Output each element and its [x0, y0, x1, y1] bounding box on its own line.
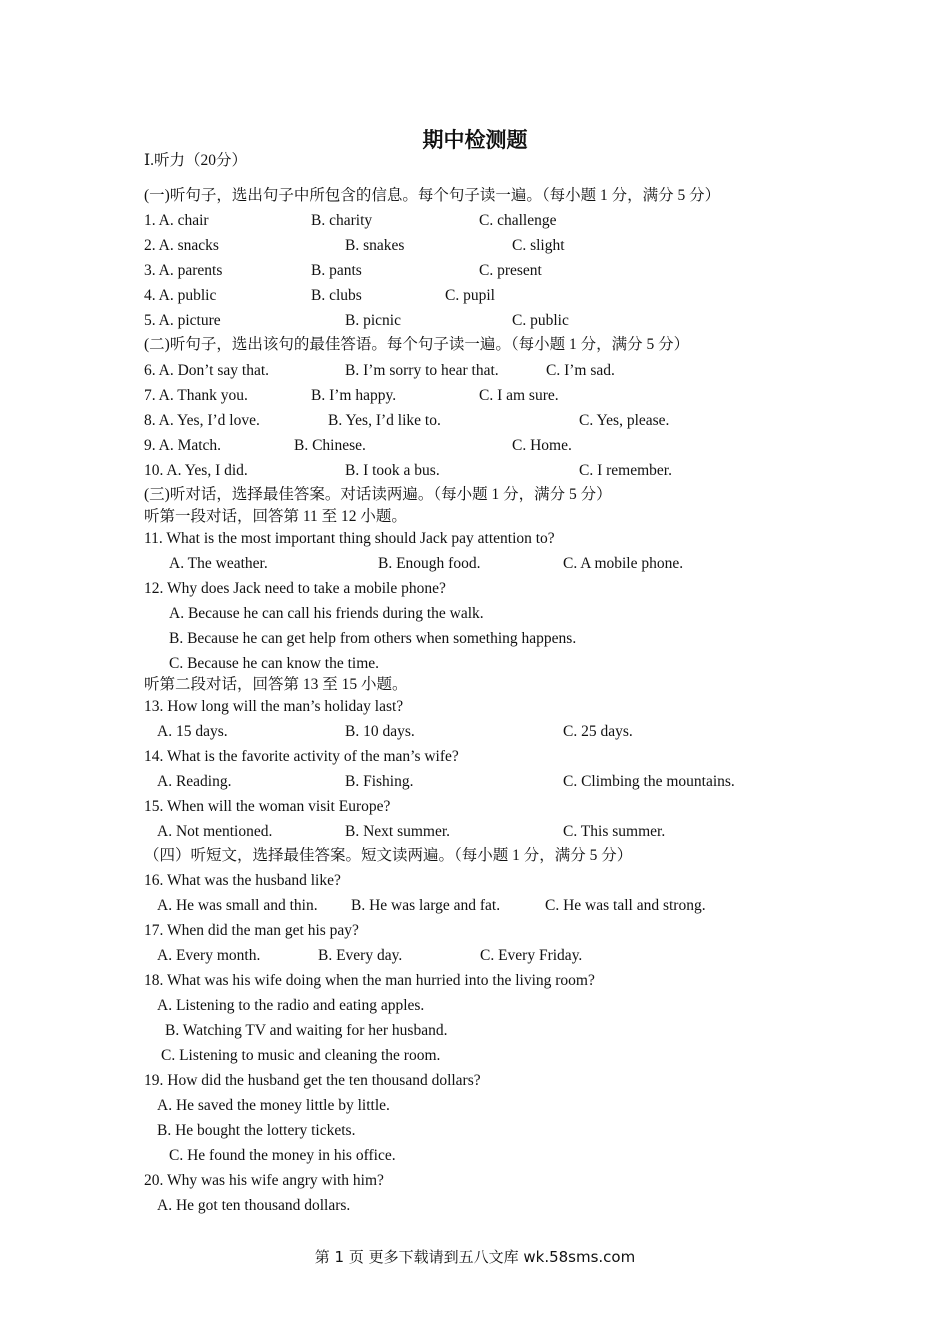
option-b: B. Because he can get help from others when something happens.	[169, 630, 577, 647]
option-c: C. He found the money in his office.	[169, 1147, 396, 1164]
dialog-intro: 听第一段对话，回答第 11 至 12 小题。	[144, 508, 407, 525]
option-b: B. He bought the lottery tickets.	[157, 1122, 356, 1139]
option-b: B. I’m sorry to hear that.	[345, 362, 499, 379]
option-c: C. public	[512, 312, 569, 329]
option-c: C. slight	[512, 237, 565, 254]
option-a: A. He got ten thousand dollars.	[157, 1197, 351, 1214]
option-c: C. Yes, please.	[579, 412, 670, 429]
page-title: 期中检测题	[422, 128, 528, 152]
option-b: B. Every day.	[318, 947, 403, 964]
option-b: B. Fishing.	[345, 773, 414, 790]
option-b: B. 10 days.	[345, 723, 415, 740]
option-a: A. Because he can call his friends during the walk.	[169, 605, 484, 622]
page-footer: 第 1 页 更多下载请到五八文库 wk.58sms.com	[314, 1248, 636, 1266]
option-b: B. Yes, I’d like to.	[328, 412, 441, 429]
option-a: 9. A. Match.	[144, 437, 222, 454]
option-a: A. Every month.	[157, 947, 261, 964]
option-b: B. I took a bus.	[345, 462, 440, 479]
option-a: A. 15 days.	[157, 723, 228, 740]
option-c: C. present	[479, 262, 542, 279]
question-stem: 16. What was the husband like?	[144, 872, 341, 889]
option-c: C. Because he can know the time.	[169, 655, 380, 672]
option-c: C. I’m sad.	[546, 362, 615, 379]
question-stem: 14. What is the favorite activity of the man’s wife?	[144, 748, 459, 765]
option-c: C. Home.	[512, 437, 572, 454]
question-stem: 15. When will the woman visit Europe?	[144, 798, 391, 815]
section-header: Ⅰ.听力（20分）	[144, 152, 247, 169]
part4-heading: （四）听短文，选择最佳答案。短文读两遍。（每小题 1 分，满分 5 分）	[144, 847, 633, 864]
option-b: B. picnic	[345, 312, 401, 329]
dialog-intro: 听第二段对话，回答第 13 至 15 小题。	[144, 676, 408, 693]
option-c: C. Every Friday.	[480, 947, 583, 964]
option-c: C. challenge	[479, 212, 557, 229]
option-c: C. A mobile phone.	[563, 555, 684, 572]
option-b: B. Next summer.	[345, 823, 451, 840]
option-b: B. snakes	[345, 237, 405, 254]
option-c: C. Climbing the mountains.	[563, 773, 735, 790]
option-a: 2. A. snacks	[144, 237, 219, 254]
option-b: B. Enough food.	[378, 555, 481, 572]
question-stem: 18. What was his wife doing when the man hurried into the living room?	[144, 972, 595, 989]
option-a: 6. A. Don’t say that.	[144, 362, 269, 379]
option-a: A. Listening to the radio and eating apples.	[157, 997, 425, 1014]
option-c: C. pupil	[445, 287, 495, 304]
question-stem: 13. How long will the man’s holiday last?	[144, 698, 404, 715]
option-b: B. Watching TV and waiting for her husband.	[165, 1022, 448, 1039]
option-a: 5. A. picture	[144, 312, 221, 329]
option-c: C. Listening to music and cleaning the room.	[161, 1047, 441, 1064]
option-a: 1. A. chair	[144, 212, 209, 229]
part3-heading: (三)听对话，选择最佳答案。对话读两遍。（每小题 1 分，满分 5 分）	[144, 486, 612, 503]
option-c: C. This summer.	[563, 823, 666, 840]
option-a: 7. A. Thank you.	[144, 387, 248, 404]
question-stem: 19. How did the husband get the ten thousand dollars?	[144, 1072, 481, 1089]
option-a: 8. A. Yes, I’d love.	[144, 412, 260, 429]
option-c: C. 25 days.	[563, 723, 633, 740]
option-c: C. He was tall and strong.	[545, 897, 706, 914]
option-b: B. Chinese.	[294, 437, 366, 454]
option-a: 4. A. public	[144, 287, 217, 304]
option-b: B. pants	[311, 262, 362, 279]
option-b: B. I’m happy.	[311, 387, 397, 404]
option-b: B. clubs	[311, 287, 362, 304]
part1-heading: (一)听句子，选出句子中所包含的信息。每个句子读一遍。（每小题 1 分，满分 5 分）	[144, 187, 721, 204]
option-c: C. I am sure.	[479, 387, 559, 404]
question-stem: 11. What is the most important thing should Jack pay attention to?	[144, 530, 555, 547]
option-a: A. Reading.	[157, 773, 232, 790]
option-a: A. The weather.	[169, 555, 268, 572]
question-stem: 17. When did the man get his pay?	[144, 922, 359, 939]
question-stem: 12. Why does Jack need to take a mobile phone?	[144, 580, 446, 597]
option-a: A. He was small and thin.	[157, 897, 318, 914]
option-c: C. I remember.	[579, 462, 672, 479]
option-b: B. He was large and fat.	[351, 897, 501, 914]
option-b: B. charity	[311, 212, 373, 229]
option-a: 10. A. Yes, I did.	[144, 462, 248, 479]
part2-heading: (二)听句子，选出该句的最佳答语。每个句子读一遍。（每小题 1 分，满分 5 分）	[144, 336, 690, 353]
option-a: A. He saved the money little by little.	[157, 1097, 390, 1114]
option-a: A. Not mentioned.	[157, 823, 273, 840]
question-stem: 20. Why was his wife angry with him?	[144, 1172, 384, 1189]
option-a: 3. A. parents	[144, 262, 223, 279]
